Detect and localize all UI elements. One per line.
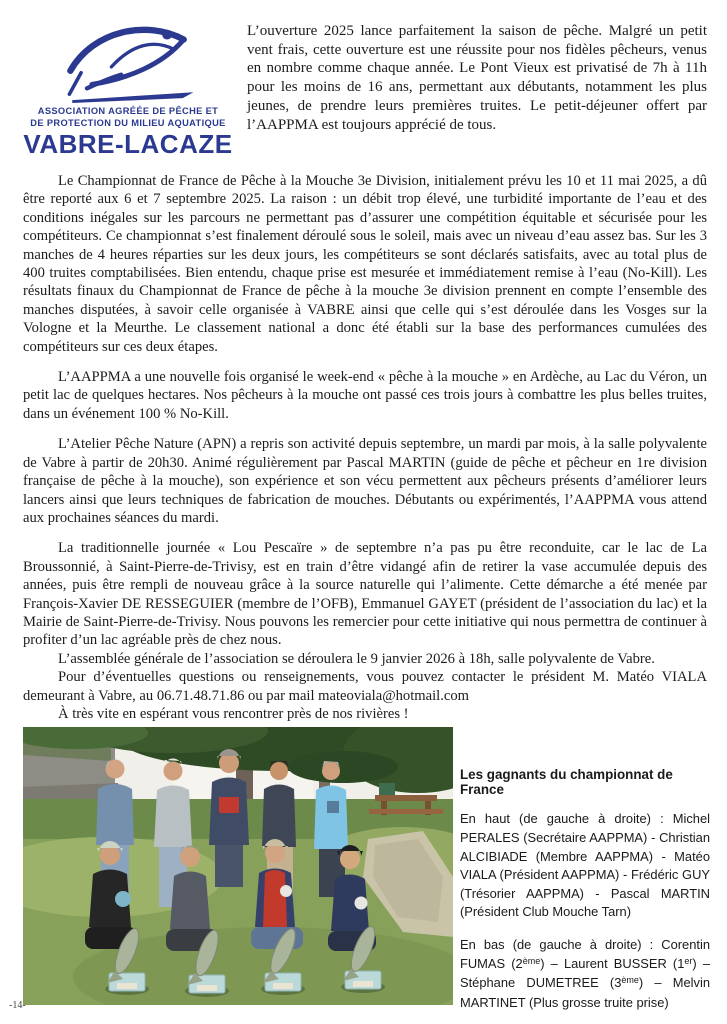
paragraph-lou-pescaire: La traditionnelle journée « Lou Pescaïre » de septembre n’a pas pu être reconduite, car le lac de La Broussonnié, à Saint-Pierre-de-Trivisy, est en train d’être vidangé afin de retirer la vase accumulée depuis des années, puis être rempli de nouveau grâce à la source naturelle qui l’alimente. Cette démarche a été menée par François-Xavier DE RESSEGUIER (membre de l’OFB), Emmanuel GAYET (président de l’association du lac) et la Mairie de Saint-Pierre-de-Trivisy. Nous pouvons les remercier pour cette initiative qui nous permettra de continuer à profiter d’un lac agréable près de chez nous. <box>23 540 707 649</box>
association-town-name: VABRE-LACAZE <box>23 129 233 159</box>
paragraph-contact: Pour d’éventuelles questions ou renseignements, vous pouvez contacter le président M. Matéo VIALA demeurant à Vabre, au 06.71.48.71.86 ou par mail mateoviala@hotmail.com <box>23 669 707 704</box>
association-logo <box>23 16 233 158</box>
intro-paragraph: L’ouverture 2025 lance parfaitement la saison de pêche. Malgré un petit vent frais, cette ouverture est une réussite pour nos fidèles pêcheurs, venus en nombre comme chaque année. Le Pont Vieux est privatisé de 7h à 11h pour les moins de 16 ans, permettant aux débutants, notamment les plus jeunes, de prendre leurs premières truites. Le petit-déjeuner offert par l’AAPPMA est toujours apprécié de tous. <box>247 23 707 133</box>
paragraph-closing: À très vite en espérant vous rencontrer près de nos rivières ! <box>58 705 409 722</box>
paragraph-assemblee: L’assemblée générale de l’association se déroulera le 9 janvier 2026 à 18h, salle polyvalente de Vabre. <box>58 650 655 667</box>
photo-caption <box>460 727 710 1024</box>
association-name-line2: DE PROTECTION DU MILIEU AQUATIQUE <box>30 117 226 128</box>
paragraph-apn: L’Atelier Pêche Nature (APN) a repris son activité depuis septembre, un mardi par mois, à la salle polyvalente de Vabre à partir de 20h30. Animé régulièrement par Pascal MARTIN (guide de pêche et pêcheur en 1re division française de pêche à la mouche), son expérience et son vécu permettent aux pêcheurs présents d’améliorer leurs lancers ainsi que leurs techniques de fabrication de mouches. Débutants ou expérimentés, l’AAPPMA vous attend aux prochaines séances du mardi. <box>23 436 707 526</box>
article-body <box>0 172 727 723</box>
paragraph-ardeche: L’AAPPMA a une nouvelle fois organisé le week-end « pêche à la mouche » en Ardèche, au Lac du Véron, un petit lac de quelques hectares. Nos pêcheurs à la mouche ont passé ces trois jours à combattre les plus belles truites, dans un événement 100 % No-Kill. <box>23 369 707 422</box>
intro-column <box>247 16 707 158</box>
caption-title: Les gagnants du championnat de France <box>460 767 673 798</box>
paragraph-championship: Le Championnat de France de Pêche à la Mouche 3e Division, initialement prévu les 10 et 11 mai 2025, a dû être reporté aux 6 et 7 septembre 2025. La raison : un débit trop élevé, une turbidité importante de l’eau et des conditions inégales sur les parcours ne permettant pas d’assurer une compétition équitable et sécurisée pour les compétiteurs. Ce championnat s’est finalement déroulé sous le soleil, mais avec un niveau d’eau assez bas. Sur les 3 manches de 4 heures réparties sur les deux jours, les compétiteurs se sont déclarés satisfaits, avec au total plus de 400 truites comptabilisées. Bien entendu, chaque prise est mesurée et immédiatement remise à l’eau (No-Kill). Les résultats finaux du Championnat de France de pêche à la mouche 3e division prennent en compte l’ensemble des manches disputées, à savoir celle organisée à VABRE ainsi que celle qui s’est déroulée dans les Vosges sur la Vologne et la Meurthe. Le classement national a donc été établi sur la base des performances cumulées des compétiteurs sur ces deux étapes. <box>23 173 707 355</box>
caption-bottom-row: En bas (de gauche à droite) : Corentin FUMAS (2ème) – Laurent BUSSER (1er) – Stéphane DUMETREE (3ème) – Melvin MARTINET (Plus grosse truite prise) <box>460 936 711 1010</box>
group-photo <box>23 727 453 1005</box>
photo-section <box>0 723 727 1024</box>
association-name-line1: ASSOCIATION AGRÉÉE DE PÊCHE ET <box>37 106 219 116</box>
page-number: -14- <box>9 1000 26 1011</box>
caption-top-row: En haut (de gauche à droite) : Michel PERALES (Secrétaire AAPPMA) - Christian ALCIBIADE (Membre AAPPMA) - Matéo VIALA (Président AAPPMA) - Frédéric GUY (Trésorier AAPPMA) - Pascal MARTIN (Président Club Mouche Tarn) <box>460 811 710 920</box>
header <box>0 0 727 158</box>
fish-jumping-icon <box>54 18 202 104</box>
